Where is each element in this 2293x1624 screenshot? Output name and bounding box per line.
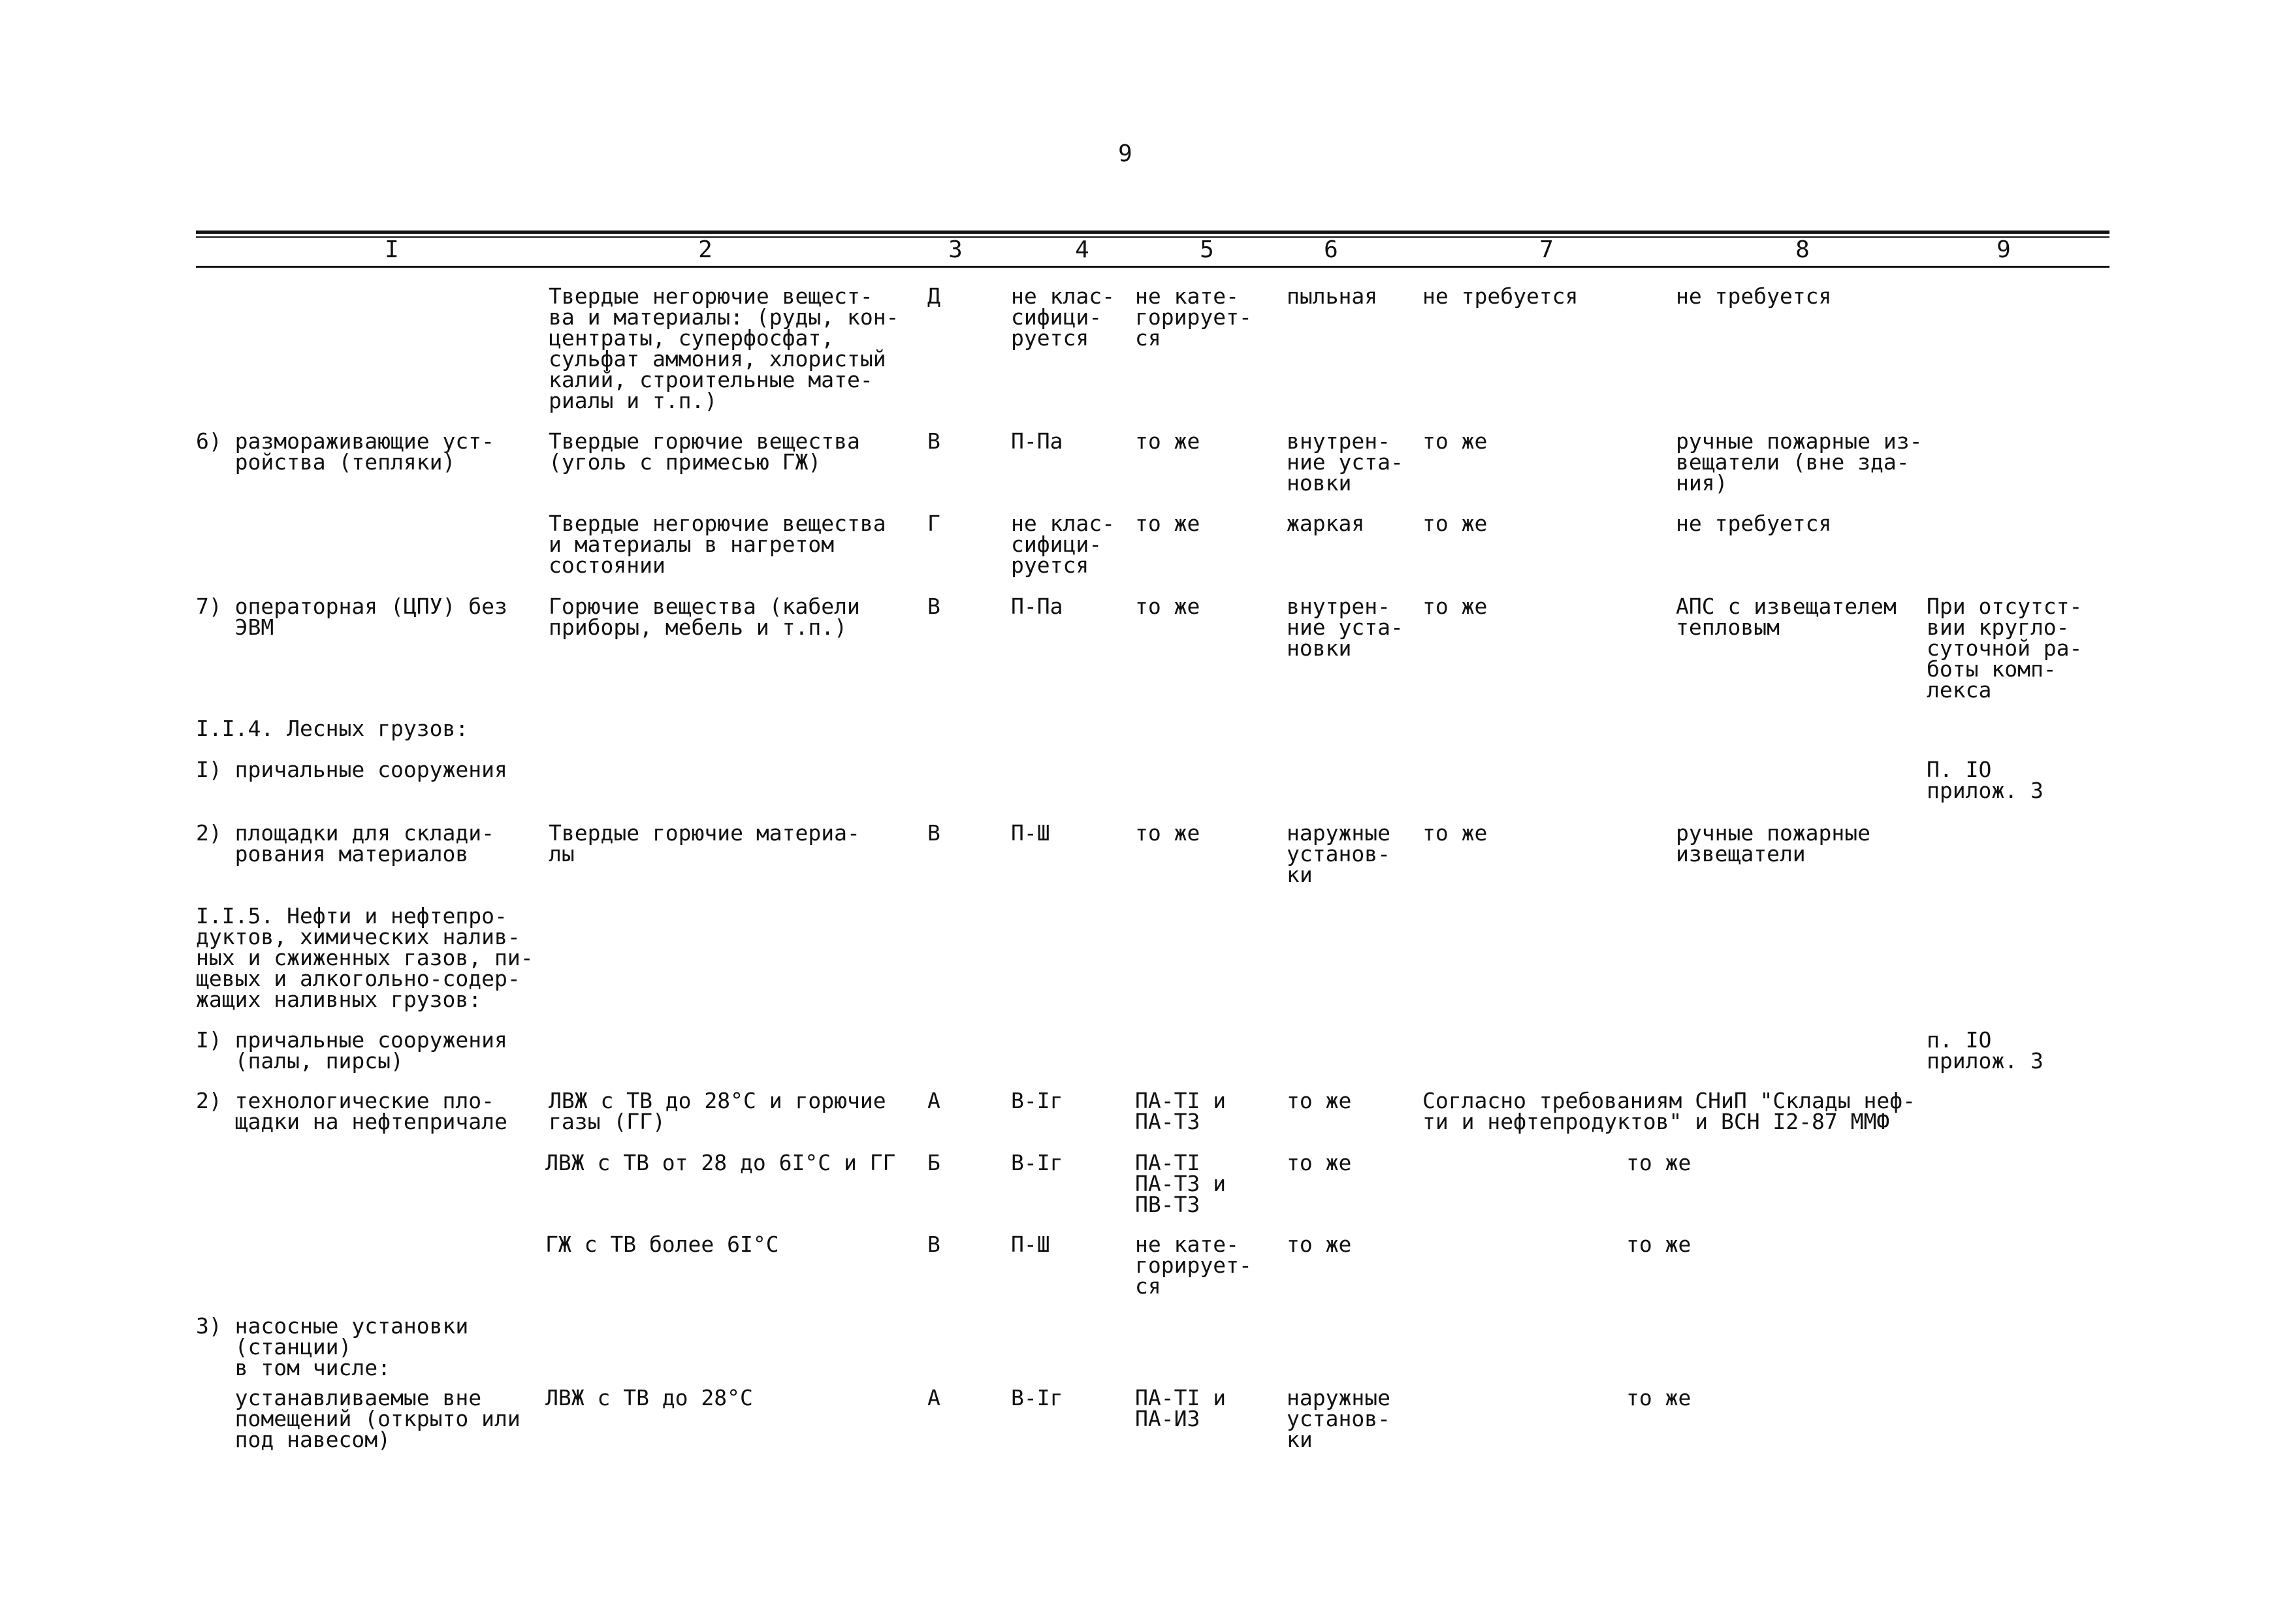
table-cell: то же	[1422, 594, 1488, 619]
col-header-7: 7	[1539, 236, 1554, 263]
table-cell: П-Ш	[1011, 820, 1050, 846]
table-cell: внутрен- ние уста- новки	[1287, 428, 1403, 496]
table-header-rule	[196, 266, 2109, 268]
table-cell: А	[927, 1088, 940, 1113]
table-cell: наружные установ- ки	[1287, 820, 1390, 887]
table-cell: 7) операторная (ЦПУ) без ЭВМ	[196, 594, 507, 640]
table-cell: 2) площадки для склади- рования материалов	[196, 820, 494, 867]
table-cell: ГЖ с ТВ более 6I°С	[545, 1232, 779, 1257]
col-header-1: I	[385, 236, 399, 263]
table-cell: не требуется	[1676, 511, 1832, 536]
table-cell: то же	[1626, 1232, 1692, 1257]
table-cell: Твердые негорючие вещества и материалы в нагретом состоянии	[549, 511, 886, 578]
table-cell: то же	[1287, 1088, 1352, 1113]
table-cell: п. IO прилож. 3	[1927, 1027, 2044, 1074]
table-cell: П-Па	[1011, 594, 1063, 619]
table-cell: не требуется	[1422, 283, 1579, 309]
section-heading: I.I.4. Лесных грузов:	[196, 716, 469, 741]
table-cell: АПС с извещателем тепловым	[1676, 594, 1897, 640]
table-top-rule-thin	[196, 236, 2109, 238]
table-cell: 3) насосные установки (станции) в том числе:	[196, 1313, 469, 1380]
table-cell: устанавливаемые вне помещений (открыто или под навесом)	[234, 1385, 521, 1452]
table-cell: пыльная	[1287, 283, 1378, 309]
table-cell: внутрен- ние уста- новки	[1287, 594, 1403, 661]
table-cell: то же	[1287, 1232, 1352, 1257]
table-cell: то же	[1422, 511, 1488, 536]
table-cell: ручные пожарные из- вещатели (вне зда- ния)	[1676, 428, 1923, 496]
table-cell: то же	[1626, 1385, 1692, 1410]
table-cell: жаркая	[1287, 511, 1365, 536]
table-top-rule	[196, 231, 2109, 234]
table-cell: не клас- сифици- руется	[1011, 511, 1115, 578]
table-cell: Горючие вещества (кабели приборы, мебель и т.п.)	[549, 594, 860, 640]
table-cell: не требуется	[1676, 283, 1832, 309]
table-cell: В-Iг	[1011, 1150, 1063, 1175]
table-cell: наружные установ- ки	[1287, 1385, 1390, 1452]
table-cell: то же	[1626, 1150, 1692, 1175]
table-cell: Согласно требованиям СНиП "Склады неф- ти и нефтепродуктов" и ВСН I2-87 ММФ	[1422, 1088, 1916, 1134]
table-cell: ЛВЖ с ТВ от 28 до 6I°С и ГГ	[545, 1150, 896, 1175]
table-cell: А	[927, 1385, 940, 1410]
table-cell: то же	[1422, 820, 1488, 846]
table-cell: ЛВЖ с ТВ до 28°С	[545, 1385, 753, 1410]
col-header-5: 5	[1200, 236, 1214, 263]
table-cell: П-Па	[1011, 428, 1063, 454]
table-cell: I) причальные сооружения	[196, 757, 507, 782]
table-cell: ПА-TI и ПА-ИЗ	[1135, 1385, 1227, 1431]
col-header-8: 8	[1795, 236, 1810, 263]
table-cell: то же	[1287, 1150, 1352, 1175]
table-cell: не кате- горирует- ся	[1135, 283, 1252, 351]
table-cell: Твердые негорючие вещест- ва и материалы: (руды, кон- центраты, суперфосфат, сульфат аммония, хлористый калий, строительные мате- риалы и т.п.)	[549, 283, 899, 413]
table-cell: В	[927, 428, 940, 454]
section-heading: I.I.5. Нефти и нефтепро- дуктов, химических налив- ных и сжиженных газов, пи- щевых и алкогольно-содер- жащих наливных грузов:	[196, 903, 534, 1012]
table-cell: В-Iг	[1011, 1385, 1063, 1410]
col-header-4: 4	[1075, 236, 1089, 263]
col-header-9: 9	[1996, 236, 2011, 263]
table-cell: П. IO прилож. 3	[1927, 757, 2044, 803]
page-number: 9	[1118, 140, 1132, 167]
table-cell: Твердые горючие вещества (уголь с примесью ГЖ)	[549, 428, 860, 475]
table-cell: В	[927, 1232, 940, 1257]
table-cell: то же	[1135, 428, 1200, 454]
col-header-3: 3	[948, 236, 963, 263]
table-cell: Твердые горючие материа- лы	[549, 820, 860, 867]
table-cell: не клас- сифици- руется	[1011, 283, 1115, 351]
table-cell: При отсутст- вии кругло- суточной ра- боты комп- лекса	[1927, 594, 2083, 703]
table-cell: 6) размораживающие уст- ройства (тепляки)	[196, 428, 494, 475]
table-cell: Г	[927, 511, 940, 536]
table-cell: Б	[927, 1150, 940, 1175]
table-cell: ПА-TI и ПА-ТЗ	[1135, 1088, 1227, 1134]
table-cell: I) причальные сооружения (палы, пирсы)	[196, 1027, 507, 1074]
table-cell: П-Ш	[1011, 1232, 1050, 1257]
table-cell: то же	[1135, 594, 1200, 619]
table-cell: ручные пожарные извещатели	[1676, 820, 1871, 867]
table-cell: то же	[1422, 428, 1488, 454]
table-cell: В-Iг	[1011, 1088, 1063, 1113]
table-cell: ЛВЖ с ТВ до 28°С и горючие газы (ГГ)	[549, 1088, 886, 1134]
table-cell: Д	[927, 283, 940, 309]
col-header-2: 2	[698, 236, 713, 263]
table-cell: В	[927, 594, 940, 619]
table-cell: то же	[1135, 511, 1200, 536]
table-cell: ПА-TI ПА-ТЗ и ПВ-ТЗ	[1135, 1150, 1227, 1217]
table-cell: не кате- горирует- ся	[1135, 1232, 1252, 1299]
table-cell: то же	[1135, 820, 1200, 846]
table-cell: В	[927, 820, 940, 846]
table-cell: 2) технологические пло- щадки на нефтепричале	[196, 1088, 507, 1134]
col-header-6: 6	[1324, 236, 1338, 263]
